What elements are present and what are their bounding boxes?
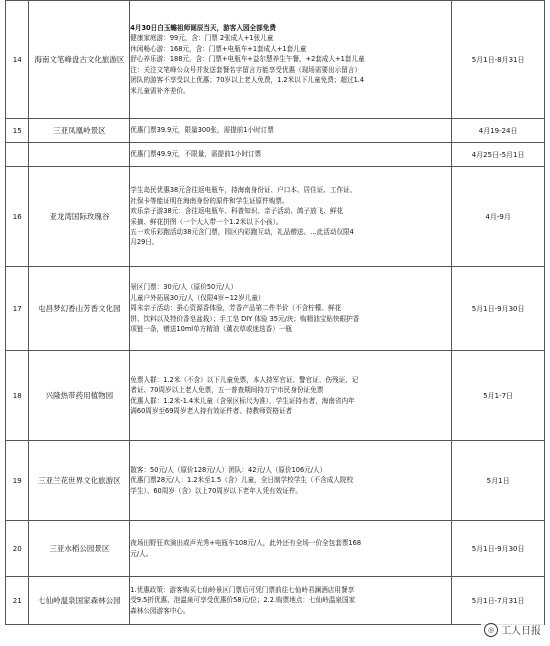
- offer-date-range: 5月1-7日: [452, 351, 545, 441]
- table-row: [6, 167, 545, 267]
- offer-line: 优惠门票49.9元，不限量，需提前1小时订票: [130, 150, 262, 159]
- offer-line: 学生岛民优惠38元含往返电瓶车，持海南身份证、户口本、居住证、工作证、: [130, 186, 357, 195]
- offer-line: 优惠门票28元/人：1.2米至1.5（含）儿童，全日制学校学生（不含成人院校: [130, 476, 354, 485]
- offer-details: [130, 441, 452, 521]
- row-number: 16: [6, 167, 29, 267]
- offer-line: 儿童户外拓展30元/人（仅限4岁~12岁儿童）: [130, 293, 265, 302]
- offer-line: 学生）、60周岁（含）以上70周岁以下老年人凭有效证件。: [130, 486, 303, 495]
- offer-details: [130, 577, 452, 625]
- table-row: [6, 441, 545, 521]
- row-number: 21: [6, 577, 29, 625]
- offer-line: 注：关注文笔峰公众号并发送套餐名字留言方能享受优惠（现场需要出示留言）: [130, 65, 362, 74]
- table-row: [6, 143, 545, 167]
- watermark-text: 工人日报: [501, 626, 541, 637]
- row-number: 15: [6, 119, 29, 143]
- row-number: [6, 143, 29, 167]
- offer-line: 免票人群：1.2米（不含）以下儿童免票，本人持军官证、警官证、伤残证、记: [130, 375, 359, 384]
- offer-line: 优惠门票39.9元，限量300张，需提前1小时订票: [130, 126, 274, 135]
- table-row: [6, 119, 545, 143]
- offer-line: 周末亲子活动：蚕心资源香体验，芳香产品第二件半价（不含柠檬、鲜花: [130, 304, 342, 313]
- row-number: 19: [6, 441, 29, 521]
- offer-details: [130, 119, 452, 143]
- offer-details: [130, 267, 452, 351]
- offer-line: 4月30日白玉蟾祖师诞辰当天，游客入园全部免费: [130, 24, 276, 33]
- scenic-spot-name: 亚龙湾国际玫瑰谷: [29, 167, 130, 267]
- offer-line: 者证、70周岁以上老人免票，五一普查期间持万宁市民身份证免票: [130, 386, 324, 395]
- offer-date-range: 5月1日: [452, 441, 545, 521]
- offer-date-range: 5月1日-9月30日: [452, 521, 545, 577]
- scenic-spot-name: 兴隆热带药用植物园: [29, 351, 130, 441]
- row-number: 14: [6, 1, 29, 119]
- offer-line: 休闲畅心游：168元，含：门票+电瓶车+1套成人+1套儿童: [130, 44, 307, 53]
- offer-line: 优惠人群：1.2米-1.4米儿童（含景区标尺为准），学生证持有者，海南省内年: [130, 396, 355, 405]
- table-row: [6, 267, 545, 351]
- row-number: 18: [6, 351, 29, 441]
- offer-line: 满60周岁至69周岁老人持有效证件者、持教师资格证者: [130, 406, 293, 415]
- scenic-spot-name: 三亚凤凰岭景区: [29, 119, 130, 143]
- offer-date-range: 5月1日-9月30日: [452, 267, 545, 351]
- scenic-spot-name: 屯昌梦幻香山芳香文化园: [29, 267, 130, 351]
- table-row: [6, 577, 545, 625]
- offer-line: 月29日。: [130, 238, 159, 247]
- offer-line: 景区门票：30元/人（原价50元/人）: [130, 283, 238, 292]
- scenic-spot-name: [29, 143, 130, 167]
- offer-line: 元/人。: [130, 549, 153, 558]
- offer-line: 散客：50元/人（原价128元/人）团队：42元/人（原价106元/人）: [130, 465, 327, 474]
- row-number: 20: [6, 521, 29, 577]
- offer-line: 五一欢乐彩跑活动38元含门票，园区内彩跑互动，礼品赠送。…此活动仅限4: [130, 227, 354, 236]
- offer-details: [130, 143, 452, 167]
- offer-line: 社保卡等能证明在海南身份的原件和学生证原件购票。: [130, 196, 289, 205]
- table-row: [6, 521, 545, 577]
- watermark: [481, 621, 544, 638]
- offer-line: 健康家庭游：99元，含：门票 2张成人+1张儿童: [130, 34, 274, 43]
- offer-line: 夜场田野狂欢演出或声光秀+电瓶车108元/人，此外还有全场一价全包套票168: [130, 539, 362, 548]
- offer-date-range: 4月19-24日: [452, 119, 545, 143]
- wechat-icon: ◎: [484, 623, 498, 637]
- offer-date-range: 4月25日-5月1日: [452, 143, 545, 167]
- offer-date-range: 5月1日-7月31日: [452, 577, 545, 625]
- offer-line: 舒心养乐游：188元，含：门票+电瓶车+益尔慧养生午餐，+2套成人+1套儿童: [130, 55, 365, 64]
- offer-line: 饼、饮料以及特价香皂盆栽）；手工皂 DIY 体验 35元/块；购精油宝贴快眼护香: [130, 314, 360, 323]
- offer-details: [130, 167, 452, 267]
- promotion-table-body: [6, 1, 545, 625]
- scenic-spot-name: 海南文笔峰盘古文化旅游区: [29, 1, 130, 119]
- offer-line: 采摘、鲜花拼图（一个大人带一个1.2米以下小孩）。: [130, 217, 283, 226]
- offer-line: 森林公园游客中心。: [130, 606, 190, 615]
- table-row: [6, 1, 545, 119]
- offer-details: [130, 351, 452, 441]
- offer-line: 团队的游客不享受以上优惠；70岁以上老人免费，1.2米以下儿童免费；超过1.4: [130, 76, 365, 85]
- row-number: 17: [6, 267, 29, 351]
- offer-line: 项链一条，赠送10ml单方精油（薰衣草或迷迭香）一瓶: [130, 325, 292, 334]
- offer-details: [130, 1, 452, 119]
- offer-details: [130, 521, 452, 577]
- scenic-spot-name: 七仙岭温泉国家森林公园: [29, 577, 130, 625]
- promotion-table: [5, 0, 545, 625]
- scenic-spot-name: 三亚兰花世界文化旅游区: [29, 441, 130, 521]
- offer-line: 1.优惠政策：游客购买七仙岭景区门票后可凭门票前往七仙岭君澜酒店用餐享: [130, 585, 355, 594]
- offer-line: 米儿童需补齐差价。: [130, 86, 190, 95]
- scenic-spot-name: 三亚水稻公园景区: [29, 521, 130, 577]
- offer-date-range: 4月-9月: [452, 167, 545, 267]
- offer-date-range: 5月1日-8月31日: [452, 1, 545, 119]
- table-row: [6, 351, 545, 441]
- offer-line: 受9.5折优惠、泡温泉可享受优惠价58元/位；2.2.购票地点：七仙岭温泉国家: [130, 596, 356, 605]
- offer-line: 欢乐亲子游38元：含往返电瓶车、科普知识、亲子活动、鸽子放飞、鲜花: [130, 207, 344, 216]
